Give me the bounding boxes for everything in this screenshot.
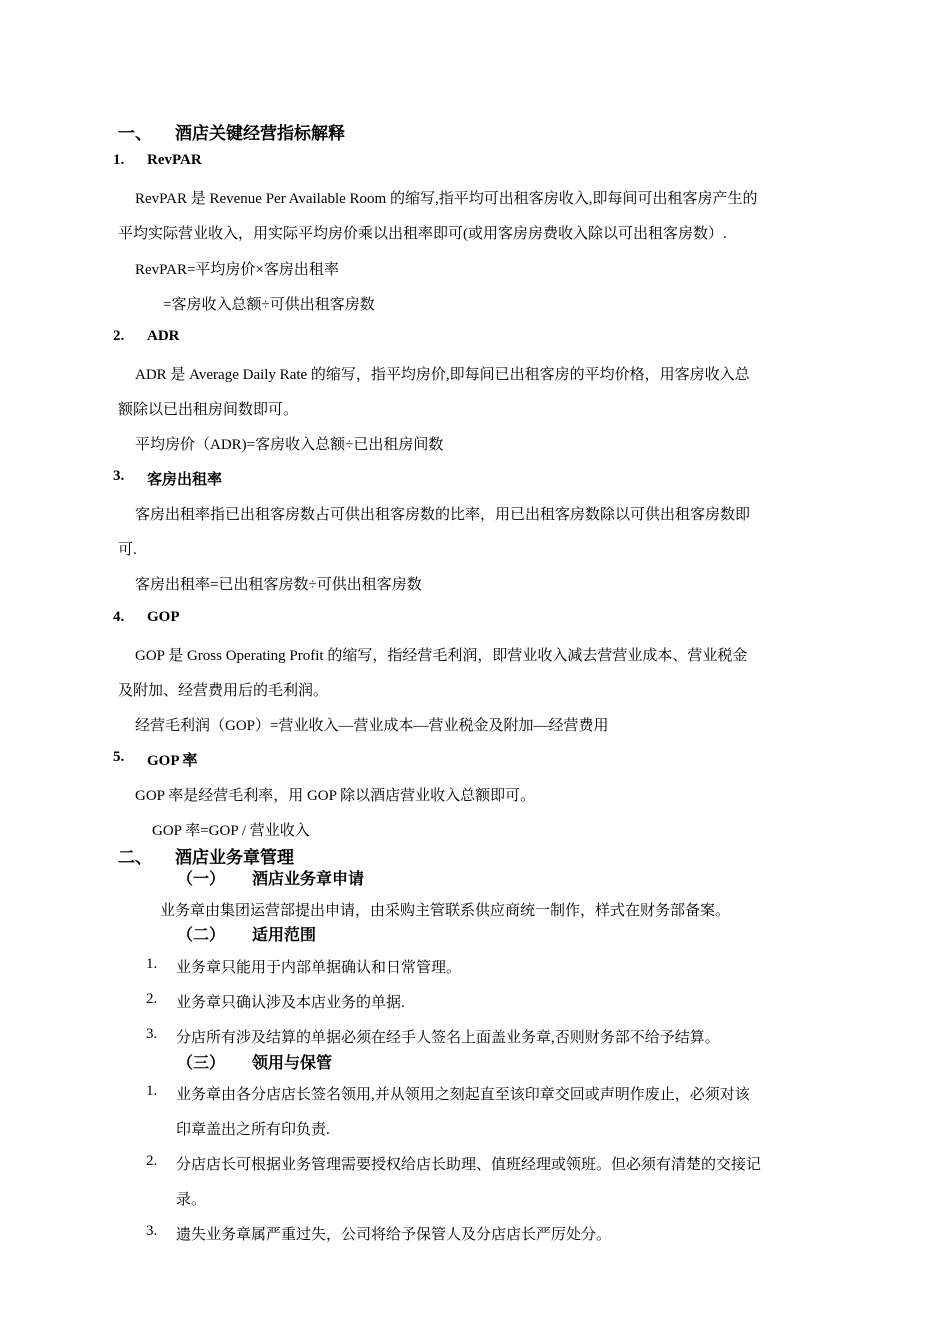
item-3-formula: 客房出租率=已出租客房数÷可供出租客房数 [135, 577, 422, 593]
section-2-title: 酒店业务章管理 [175, 848, 294, 868]
item-5-line-1: GOP 率是经营毛利率，用 GOP 除以酒店营业收入总额即可。 [135, 788, 536, 804]
subsection-2-number: （二） [177, 925, 226, 944]
item-1-line-1: RevPAR 是 Revenue Per Available Room 的缩写,指平均可出租客房收入,即每间可出租客房产生的 [135, 191, 758, 207]
item-1-title: RevPAR [147, 152, 202, 168]
custody-item-2-line-2: 录。 [176, 1192, 207, 1208]
custody-item-1-number: 1. [146, 1083, 158, 1099]
item-5-formula: GOP 率=GOP / 营业收入 [152, 823, 310, 839]
item-3-number: 3. [113, 468, 125, 484]
item-2-number: 2. [113, 328, 125, 344]
item-1-formula-2: =客房收入总额÷可供出租客房数 [163, 297, 375, 313]
section-1-title: 酒店关键经营指标解释 [175, 124, 345, 144]
item-4-number: 4. [113, 609, 125, 625]
custody-item-3-text: 遗失业务章属严重过失，公司将给予保管人及分店店长严厉处分。 [176, 1227, 612, 1243]
item-5-number: 5. [113, 749, 125, 765]
item-4-line-2: 及附加、经营费用后的毛利润。 [118, 683, 329, 699]
item-1-number: 1. [113, 152, 125, 168]
item-2-title: ADR [147, 328, 180, 344]
scope-item-2-number: 2. [146, 991, 158, 1007]
subsection-1-title: 酒店业务章申请 [252, 869, 365, 888]
item-2-formula: 平均房价（ADR)=客房收入总额÷已出租房间数 [135, 437, 444, 453]
subsection-3-title: 领用与保管 [252, 1053, 333, 1072]
item-2-line-1: ADR 是 Average Daily Rate 的缩写，指平均房价,即每间已出租客房的平均价格，用客房收入总 [135, 367, 750, 383]
item-1-formula-1: RevPAR=平均房价×客房出租率 [135, 262, 339, 278]
item-3-title: 客房出租率 [147, 470, 223, 488]
subsection-2-title: 适用范围 [252, 925, 317, 944]
subsection-3-number: （三） [177, 1053, 226, 1072]
custody-item-2-line-1: 分店店长可根据业务管理需要授权给店长助理、值班经理或领班。但必须有清楚的交接记 [176, 1157, 762, 1173]
custody-item-1-line-2: 印章盖出之所有印负责. [176, 1122, 330, 1138]
subsection-1-text: 业务章由集团运营部提出申请，由采购主管联系供应商统一制作，样式在财务部备案。 [160, 903, 731, 919]
item-4-formula: 经营毛利润（GOP）=营业收入—营业成本—营业税金及附加—经营费用 [135, 718, 609, 734]
item-3-line-1: 客房出租率指已出租客房数占可供出租客房数的比率，用已出租客房数除以可供出租客房数即 [135, 507, 751, 523]
item-4-line-1: GOP 是 Gross Operating Profit 的缩写，指经营毛利润，即营业收入减去营营业成本、营业税金 [135, 648, 748, 664]
scope-item-1-number: 1. [146, 956, 158, 972]
scope-item-3-text: 分店所有涉及结算的单据必须在经手人签名上面盖业务章,否则财务部不给予结算。 [176, 1030, 720, 1046]
item-4-title: GOP [147, 609, 180, 625]
custody-item-2-number: 2. [146, 1153, 158, 1169]
item-3-line-2: 可. [118, 542, 137, 558]
scope-item-2-text: 业务章只确认涉及本店业务的单据. [176, 995, 405, 1011]
subsection-1-number: （一） [177, 869, 226, 888]
item-5-title: GOP 率 [147, 753, 198, 769]
custody-item-1-line-1: 业务章由各分店店长签名领用,并从领用之刻起直至该印章交回或声明作废止，必须对该 [176, 1087, 750, 1103]
section-2-number: 二、 [118, 848, 152, 868]
item-2-line-2: 额除以已出租房间数即可。 [118, 402, 299, 418]
section-1-number: 一、 [118, 124, 152, 144]
custody-item-3-number: 3. [146, 1223, 158, 1239]
scope-item-1-text: 业务章只能用于内部单据确认和日常管理。 [176, 960, 462, 976]
scope-item-3-number: 3. [146, 1026, 158, 1042]
item-1-line-2: 平均实际营业收入，用实际平均房价乘以出租率即可(或用客房房费收入除以可出租客房数）. [118, 226, 727, 242]
